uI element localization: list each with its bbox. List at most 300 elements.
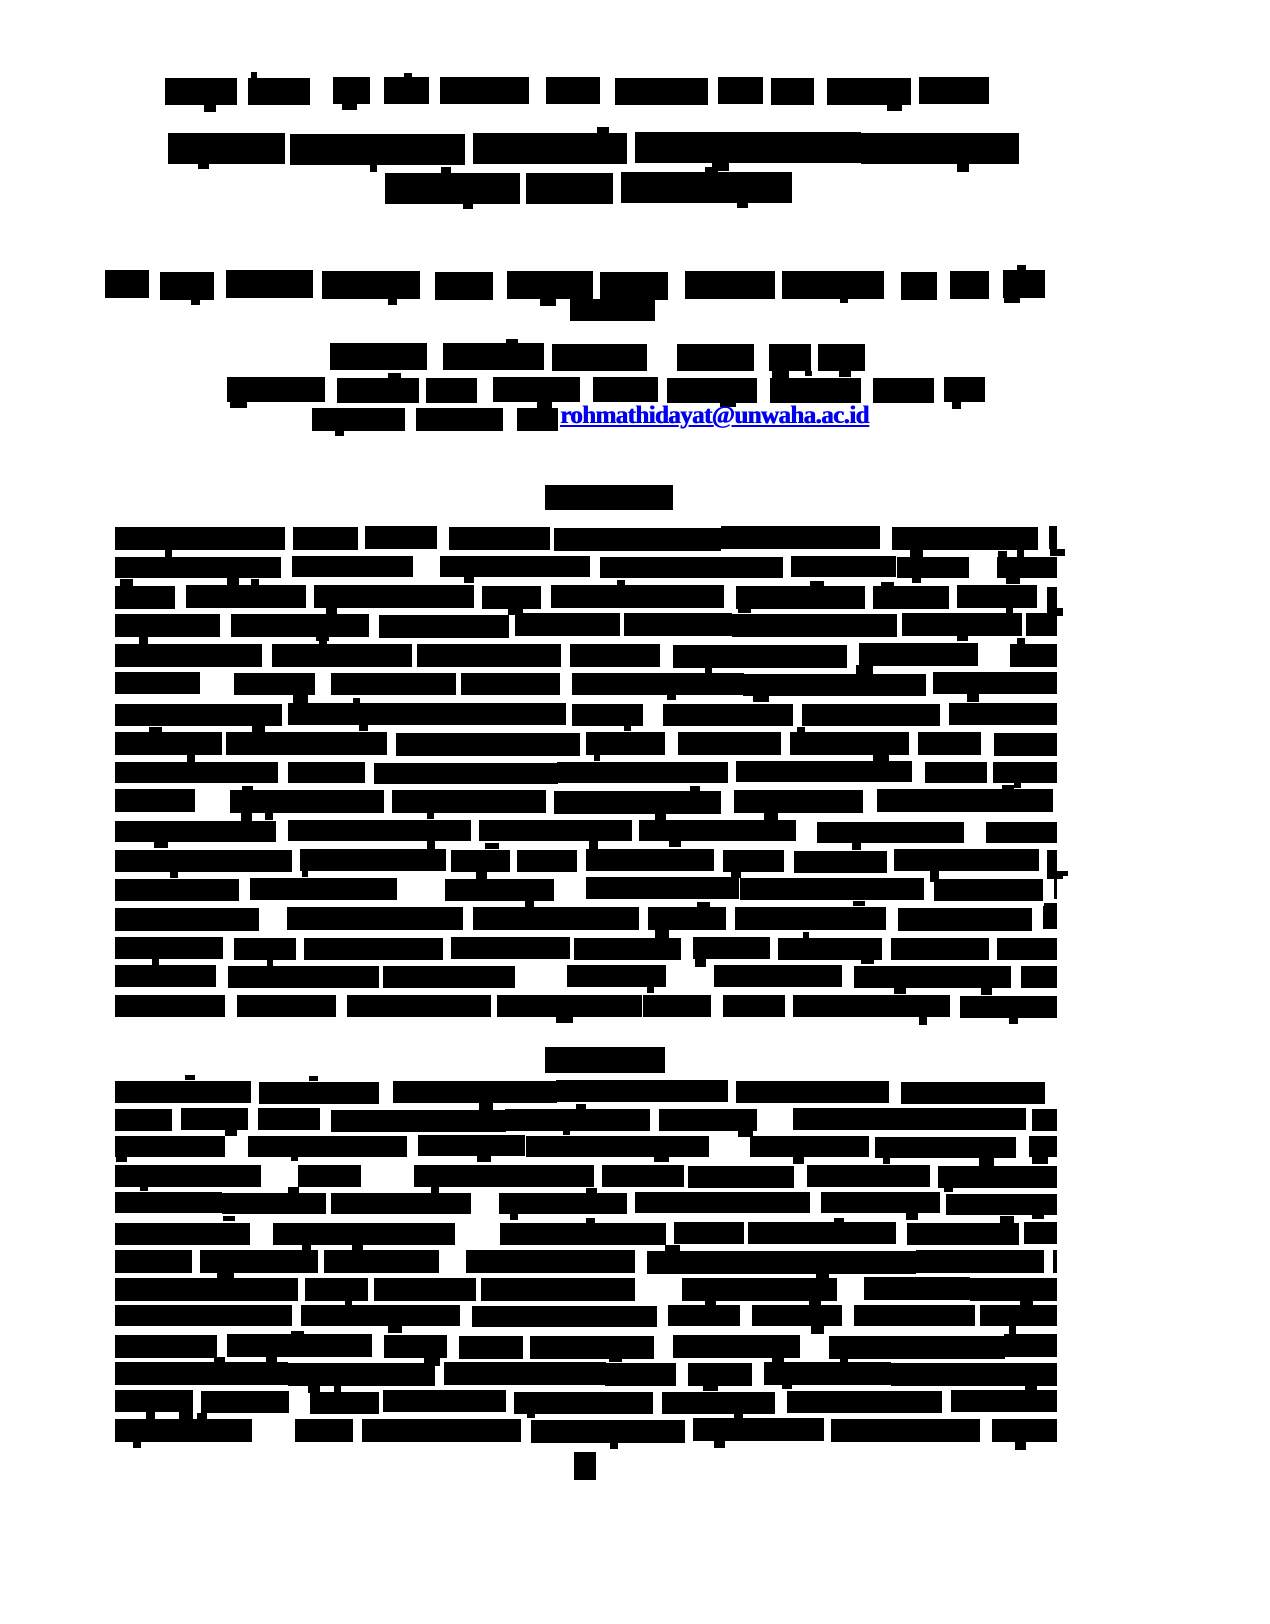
ink-block bbox=[891, 1363, 1057, 1386]
ink-block bbox=[309, 1076, 318, 1081]
ink-block bbox=[314, 585, 474, 608]
ink-block bbox=[811, 1325, 824, 1334]
ink-block bbox=[451, 937, 570, 959]
ink-block bbox=[267, 959, 273, 966]
ink-block bbox=[353, 698, 360, 705]
ink-block bbox=[251, 72, 257, 78]
ink-block bbox=[242, 786, 253, 792]
ink-block bbox=[497, 995, 642, 1017]
ink-block bbox=[1049, 526, 1057, 549]
ink-block bbox=[115, 614, 220, 637]
ink-block bbox=[624, 725, 631, 731]
ink-block bbox=[305, 1278, 368, 1301]
ink-block bbox=[750, 1136, 869, 1157]
ink-block bbox=[433, 1419, 521, 1442]
ink-block bbox=[586, 732, 665, 755]
ink-block bbox=[440, 77, 529, 104]
ink-block bbox=[440, 556, 590, 577]
ink-block bbox=[287, 907, 463, 930]
ink-block bbox=[226, 270, 313, 298]
ink-block bbox=[737, 203, 748, 208]
ink-block bbox=[934, 879, 1043, 901]
ink-block bbox=[946, 1194, 1057, 1215]
ink-block bbox=[778, 938, 882, 960]
ink-block bbox=[435, 703, 566, 725]
ink-block bbox=[980, 1305, 1057, 1326]
ink-block bbox=[115, 937, 223, 959]
ink-block bbox=[493, 377, 580, 402]
ink-block bbox=[116, 1156, 127, 1162]
ink-block bbox=[944, 1186, 953, 1192]
ink-block bbox=[829, 1336, 1005, 1359]
ink-block bbox=[197, 1413, 207, 1421]
ink-block bbox=[337, 378, 419, 403]
ink-block bbox=[168, 133, 285, 164]
ink-block bbox=[1006, 577, 1020, 584]
email-link[interactable]: rohmathidayat@unwaha.ac.id bbox=[560, 402, 869, 429]
ink-block bbox=[510, 1213, 518, 1220]
ink-block bbox=[331, 1110, 506, 1132]
ink-block bbox=[736, 761, 912, 782]
ink-block bbox=[993, 762, 1057, 783]
ink-block bbox=[115, 1278, 298, 1301]
ink-block bbox=[992, 1419, 1057, 1442]
ink-block bbox=[705, 167, 718, 175]
ink-block bbox=[464, 577, 474, 583]
ink-block bbox=[370, 163, 377, 172]
ink-block bbox=[333, 77, 370, 104]
ink-block bbox=[688, 1363, 752, 1386]
ink-block bbox=[1047, 850, 1057, 872]
ink-block bbox=[1015, 1441, 1026, 1450]
ink-block bbox=[1004, 298, 1020, 303]
ink-block bbox=[998, 551, 1007, 557]
ink-block bbox=[312, 408, 405, 431]
ink-block bbox=[600, 272, 668, 300]
ink-block bbox=[693, 937, 770, 959]
ink-block bbox=[790, 732, 909, 755]
ink-block bbox=[507, 271, 593, 299]
ink-block bbox=[115, 995, 225, 1017]
ink-block bbox=[718, 77, 763, 104]
ink-block bbox=[302, 871, 308, 877]
ink-block bbox=[875, 1137, 1016, 1158]
ink-block bbox=[388, 1325, 402, 1333]
ink-block bbox=[466, 1250, 635, 1273]
ink-block bbox=[324, 1250, 439, 1273]
ink-block bbox=[928, 966, 1011, 988]
ink-block bbox=[586, 877, 739, 899]
ink-block bbox=[803, 932, 809, 939]
ink-block bbox=[723, 850, 784, 872]
ink-block bbox=[290, 134, 465, 165]
ink-block bbox=[546, 77, 600, 104]
ink-block bbox=[873, 586, 949, 609]
ink-block bbox=[916, 1250, 1044, 1273]
ink-block bbox=[997, 938, 1057, 960]
ink-block bbox=[334, 1385, 341, 1392]
ink-block bbox=[435, 272, 493, 300]
ink-block bbox=[801, 1251, 916, 1274]
ink-block bbox=[531, 1420, 685, 1443]
ink-block bbox=[1014, 782, 1021, 788]
ink-block bbox=[146, 1412, 155, 1419]
ink-block bbox=[160, 272, 214, 300]
ink-block bbox=[331, 1193, 471, 1214]
ink-block bbox=[293, 527, 358, 550]
ink-block bbox=[418, 1135, 525, 1156]
ink-block bbox=[165, 78, 237, 105]
ink-block bbox=[771, 78, 814, 105]
ink-block bbox=[1029, 1136, 1057, 1157]
ink-block bbox=[461, 673, 560, 695]
ink-block bbox=[861, 959, 874, 964]
ink-block bbox=[526, 173, 613, 204]
ink-block bbox=[1000, 1216, 1014, 1223]
ink-block bbox=[185, 1075, 195, 1080]
ink-block bbox=[250, 878, 397, 900]
ink-block bbox=[655, 812, 666, 820]
ink-block bbox=[288, 820, 471, 841]
ink-block bbox=[322, 271, 420, 299]
ink-block bbox=[330, 343, 427, 370]
ink-block bbox=[352, 1245, 363, 1251]
ink-block bbox=[703, 1384, 718, 1391]
ink-block bbox=[1017, 265, 1026, 271]
ink-block bbox=[635, 132, 861, 163]
ink-block bbox=[527, 1412, 535, 1418]
ink-block bbox=[331, 673, 456, 695]
ink-block bbox=[383, 966, 515, 988]
ink-block bbox=[919, 77, 989, 104]
ink-block bbox=[994, 733, 1057, 756]
ink-block bbox=[610, 1441, 618, 1449]
ink-block bbox=[258, 1108, 320, 1130]
ink-block bbox=[682, 1278, 837, 1301]
ink-block bbox=[115, 586, 175, 609]
ink-block bbox=[251, 579, 259, 585]
ink-block bbox=[459, 1336, 523, 1359]
ink-block bbox=[621, 172, 792, 203]
ink-block bbox=[693, 1418, 824, 1441]
ink-block bbox=[570, 299, 655, 321]
ink-block bbox=[713, 1251, 801, 1274]
ink-block bbox=[586, 1218, 595, 1226]
ink-block bbox=[723, 995, 785, 1017]
ink-block bbox=[115, 1419, 252, 1442]
ink-block bbox=[115, 732, 222, 755]
ink-block bbox=[873, 754, 889, 761]
ink-block bbox=[743, 674, 926, 696]
ink-block bbox=[770, 378, 861, 403]
ink-block bbox=[986, 822, 1057, 843]
ink-block bbox=[295, 1419, 353, 1442]
ink-block bbox=[1010, 644, 1057, 667]
ink-block bbox=[414, 1165, 594, 1187]
ink-block bbox=[291, 1331, 304, 1339]
ink-block bbox=[705, 1299, 716, 1306]
ink-block bbox=[851, 1108, 1026, 1130]
ink-block bbox=[426, 378, 477, 403]
ink-block bbox=[567, 965, 666, 987]
ink-block bbox=[673, 1335, 800, 1358]
ink-block bbox=[526, 1136, 709, 1157]
ink-block bbox=[449, 527, 550, 550]
ink-block bbox=[748, 1222, 896, 1244]
ink-block bbox=[594, 754, 600, 761]
ink-block bbox=[416, 408, 503, 431]
ink-block bbox=[852, 841, 861, 850]
ink-block bbox=[906, 1213, 918, 1220]
ink-block bbox=[292, 556, 413, 577]
abstract-heading bbox=[545, 483, 673, 517]
ink-block bbox=[1025, 1385, 1037, 1391]
ink-block bbox=[115, 1136, 225, 1157]
ink-block bbox=[288, 762, 365, 783]
ink-block bbox=[291, 1156, 298, 1161]
ink-block bbox=[226, 732, 387, 755]
ink-block bbox=[427, 812, 434, 819]
ink-block bbox=[115, 1305, 292, 1326]
ink-block bbox=[115, 557, 281, 578]
ink-block bbox=[735, 907, 886, 930]
affiliation-line bbox=[330, 343, 877, 380]
ink-block bbox=[738, 608, 751, 613]
ink-block bbox=[302, 1245, 311, 1252]
ink-block bbox=[764, 1362, 891, 1385]
ink-block bbox=[384, 1335, 447, 1358]
ink-block bbox=[319, 639, 327, 644]
ink-block bbox=[667, 694, 676, 700]
ink-block bbox=[115, 850, 292, 872]
ink-block bbox=[894, 849, 1039, 871]
ink-block bbox=[557, 762, 728, 783]
ink-block bbox=[1054, 871, 1068, 876]
ink-block bbox=[515, 613, 620, 636]
ink-block bbox=[589, 841, 598, 849]
ink-block bbox=[404, 73, 412, 78]
ink-block bbox=[949, 703, 1057, 725]
ink-block bbox=[265, 812, 273, 820]
ink-block bbox=[517, 850, 577, 872]
ink-block bbox=[115, 1223, 250, 1245]
ink-block bbox=[597, 127, 609, 135]
ink-block bbox=[359, 724, 368, 731]
ink-block bbox=[793, 1108, 851, 1130]
ink-block bbox=[451, 850, 510, 872]
ink-block bbox=[234, 938, 296, 960]
ink-block bbox=[115, 1081, 251, 1103]
ink-block bbox=[957, 163, 969, 172]
ink-block bbox=[873, 378, 934, 403]
ink-block bbox=[500, 1223, 666, 1245]
ink-block bbox=[223, 1216, 235, 1221]
ink-block bbox=[200, 1250, 318, 1273]
ink-block bbox=[115, 879, 239, 901]
ink-block bbox=[690, 786, 700, 794]
abstract-body bbox=[115, 527, 1057, 1028]
ink-block bbox=[593, 377, 658, 402]
ink-block bbox=[933, 672, 1057, 694]
ink-block bbox=[736, 586, 865, 609]
ink-block bbox=[288, 1187, 299, 1193]
ink-block bbox=[310, 1392, 379, 1414]
ink-block bbox=[365, 526, 437, 549]
ink-block bbox=[659, 1109, 757, 1131]
ink-block bbox=[572, 704, 643, 726]
ink-block bbox=[821, 1192, 940, 1213]
ink-block bbox=[540, 298, 556, 306]
ink-block bbox=[388, 298, 397, 305]
ink-block bbox=[839, 370, 851, 377]
ink-block bbox=[225, 1130, 237, 1136]
ink-block bbox=[1050, 549, 1065, 556]
ink-block bbox=[635, 1192, 810, 1213]
ink-block bbox=[477, 1156, 491, 1162]
ink-block bbox=[347, 995, 491, 1017]
ink-block bbox=[807, 1165, 930, 1187]
ink-block bbox=[678, 732, 781, 755]
ink-block bbox=[951, 1390, 1057, 1412]
ink-block bbox=[787, 1391, 942, 1413]
ink-block bbox=[228, 966, 379, 988]
ink-block bbox=[910, 550, 923, 558]
ink-block bbox=[1032, 1109, 1057, 1131]
journal-header-line bbox=[165, 78, 1003, 114]
ink-block bbox=[665, 1245, 680, 1253]
ink-block bbox=[441, 167, 451, 174]
ink-block bbox=[530, 1336, 654, 1359]
ink-block bbox=[669, 841, 681, 847]
ink-block bbox=[609, 1357, 622, 1362]
ink-block bbox=[894, 987, 906, 994]
ink-block bbox=[191, 298, 200, 305]
ink-block bbox=[881, 582, 894, 588]
ink-block bbox=[714, 965, 842, 987]
ink-block bbox=[840, 1357, 848, 1363]
ink-block bbox=[677, 344, 754, 371]
ink-block bbox=[1032, 1213, 1044, 1219]
ink-block bbox=[605, 1363, 676, 1386]
ink-block bbox=[115, 1165, 261, 1187]
ink-block bbox=[643, 995, 711, 1017]
ink-block bbox=[602, 1165, 684, 1187]
ink-block bbox=[115, 672, 200, 694]
ink-block bbox=[506, 339, 518, 346]
ink-block bbox=[273, 1223, 455, 1245]
ink-block bbox=[802, 704, 940, 726]
ink-block bbox=[772, 370, 789, 378]
ink-block bbox=[662, 1392, 775, 1414]
ink-block bbox=[818, 344, 865, 371]
ink-block bbox=[396, 733, 580, 756]
ink-block bbox=[791, 556, 896, 577]
paper-title-line-1 bbox=[168, 134, 1040, 174]
ink-block bbox=[139, 636, 148, 644]
ink-block bbox=[854, 1305, 975, 1326]
ink-block bbox=[1021, 966, 1057, 988]
ink-block bbox=[586, 849, 714, 871]
ink-block bbox=[1044, 903, 1057, 909]
ink-block bbox=[617, 580, 625, 588]
ink-block bbox=[805, 371, 812, 376]
ink-block bbox=[1004, 1334, 1057, 1357]
ink-block bbox=[1043, 906, 1057, 929]
ink-block bbox=[234, 673, 315, 695]
ink-block bbox=[115, 704, 282, 726]
ink-block bbox=[854, 966, 929, 988]
ink-block bbox=[1002, 785, 1014, 792]
ink-block bbox=[115, 1250, 192, 1273]
ink-block bbox=[736, 1081, 889, 1103]
ink-block bbox=[115, 908, 259, 931]
ink-block bbox=[445, 879, 554, 901]
ink-block bbox=[810, 581, 824, 587]
ink-block bbox=[721, 526, 880, 549]
ink-block bbox=[374, 763, 558, 784]
ink-block bbox=[149, 727, 162, 734]
ink-block bbox=[859, 643, 978, 666]
ink-block bbox=[938, 1166, 1057, 1188]
ink-block bbox=[482, 586, 541, 609]
ink-block bbox=[115, 1335, 217, 1358]
ink-block bbox=[688, 1166, 794, 1188]
ink-block bbox=[259, 1082, 379, 1104]
ink-block bbox=[957, 585, 1037, 608]
ink-block bbox=[919, 1016, 927, 1025]
ink-block bbox=[231, 614, 369, 637]
ink-block bbox=[115, 1390, 193, 1412]
ink-block bbox=[384, 77, 429, 104]
ink-block bbox=[902, 613, 1022, 636]
ink-block bbox=[901, 272, 937, 300]
ink-block bbox=[444, 1362, 606, 1385]
ink-block bbox=[154, 841, 168, 848]
ink-block bbox=[673, 645, 847, 668]
ink-block bbox=[752, 1305, 842, 1326]
ink-block bbox=[181, 1108, 248, 1130]
ink-block bbox=[981, 987, 992, 995]
ink-block bbox=[907, 1223, 1019, 1245]
ink-block bbox=[883, 1156, 890, 1164]
authors-line-continued bbox=[570, 301, 655, 332]
ink-block bbox=[952, 401, 961, 409]
ink-block bbox=[374, 1278, 476, 1301]
abstrak-heading bbox=[545, 1046, 665, 1081]
ink-block bbox=[734, 790, 863, 813]
ink-block bbox=[379, 615, 509, 638]
ink-block bbox=[230, 401, 247, 408]
ink-block bbox=[272, 644, 412, 667]
ink-block bbox=[797, 727, 805, 733]
abstrak-body bbox=[115, 1080, 1057, 1452]
ink-block bbox=[230, 790, 384, 813]
ink-block bbox=[600, 557, 783, 578]
ink-block bbox=[298, 1165, 361, 1187]
ink-block bbox=[227, 577, 239, 585]
ink-block bbox=[1054, 877, 1057, 899]
ink-block bbox=[556, 1016, 573, 1023]
ink-block bbox=[697, 902, 710, 907]
ink-block bbox=[392, 790, 546, 813]
ink-block bbox=[753, 694, 769, 702]
ink-block bbox=[840, 298, 848, 303]
ink-block bbox=[957, 636, 968, 641]
ink-block bbox=[714, 1441, 725, 1448]
ink-block bbox=[827, 78, 911, 105]
ink-block bbox=[685, 271, 775, 299]
ink-block bbox=[237, 995, 336, 1017]
